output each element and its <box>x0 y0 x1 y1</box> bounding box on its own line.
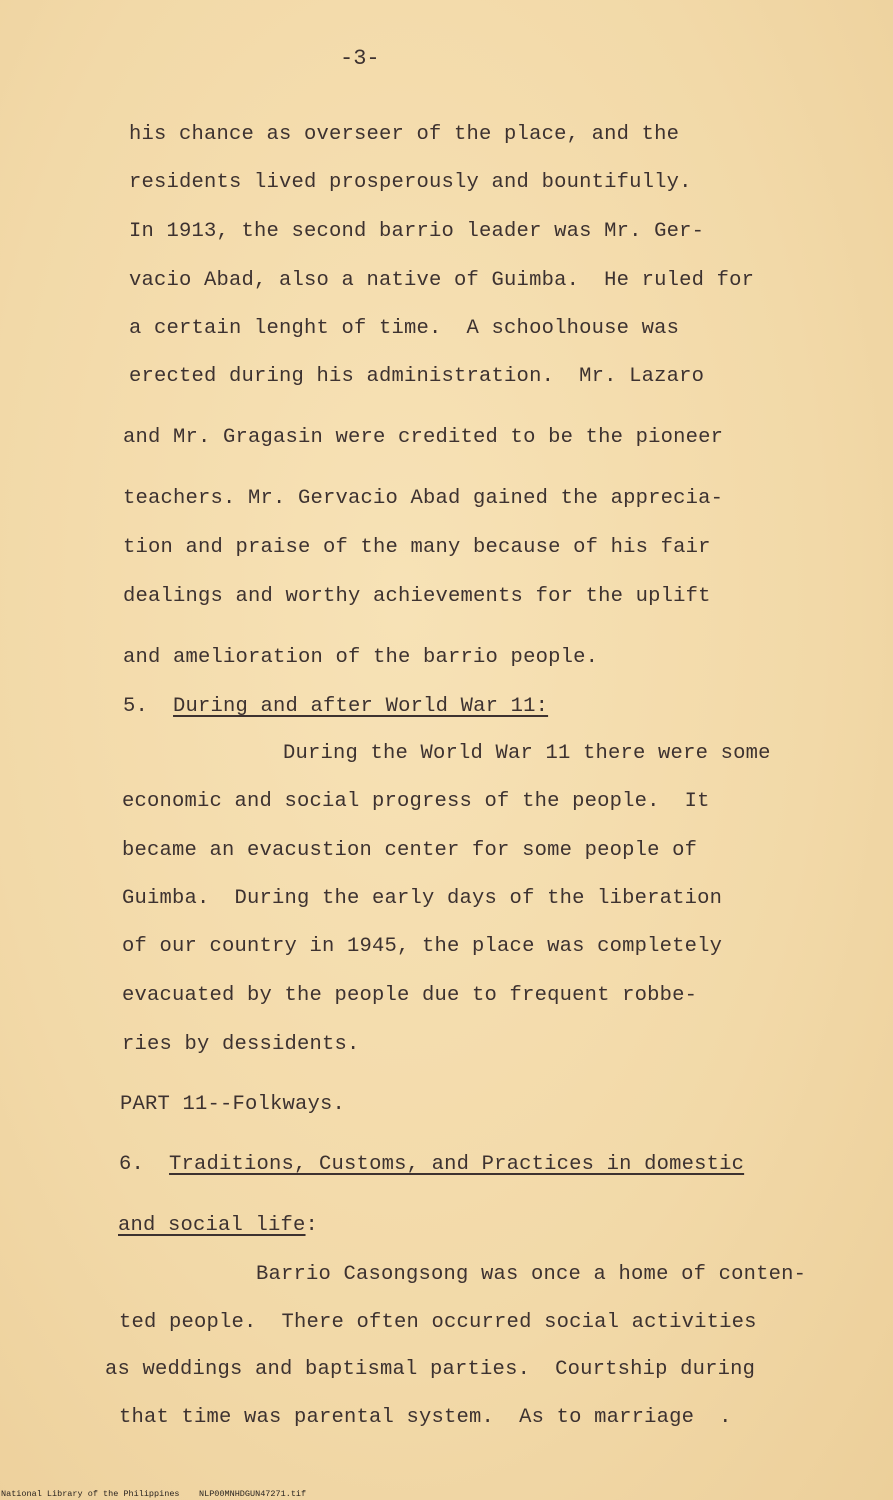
text-line: that time was parental system. As to marriage . <box>119 1406 732 1429</box>
part-heading: PART 11--Folkways. <box>120 1093 346 1116</box>
text-line: In 1913, the second barrio leader was Mr. Ger- <box>129 220 705 243</box>
text-line: ries by dessidents. <box>122 1033 360 1056</box>
text-line: erected during his administration. Mr. Lazaro <box>129 365 705 388</box>
text-line: ted people. There often occurred social activities <box>119 1311 757 1334</box>
text-line: as weddings and baptismal parties. Courtship during <box>105 1358 756 1381</box>
text-line: dealings and worthy achievements for the uplift <box>123 585 711 608</box>
footer-library: National Library of the Philippines <box>1 1489 180 1499</box>
section-title: and social life <box>118 1214 306 1237</box>
text-line: teachers. Mr. Gervacio Abad gained the apprecia- <box>123 487 724 510</box>
section-6-heading <box>119 1152 744 1178</box>
text-line: of our country in 1945, the place was completely <box>122 935 723 958</box>
text-line: vacio Abad, also a native of Guimba. He ruled for <box>129 269 755 292</box>
section-title: Traditions, Customs, and Practices in domestic <box>169 1153 745 1176</box>
section-6-heading-continued <box>118 1213 318 1239</box>
text-line: tion and praise of the many because of his fair <box>123 536 711 559</box>
section-number: 5. <box>123 695 149 718</box>
text-line: Guimba. During the early days of the liberation <box>122 887 723 910</box>
text-line: and Mr. Gragasin were credited to be the pioneer <box>123 426 724 449</box>
text-line: and amelioration of the barrio people. <box>123 646 599 669</box>
section-5-heading <box>123 694 548 720</box>
text-line: residents lived prosperously and bountifully. <box>129 171 692 194</box>
section-number: 6. <box>119 1153 145 1176</box>
section-title-colon: : <box>305 1214 319 1237</box>
text-line: became an evacustion center for some people of <box>122 839 698 862</box>
text-line: Barrio Casongsong was once a home of conten- <box>256 1263 807 1286</box>
text-line: During the World War 11 there were some <box>283 742 771 765</box>
page-number: -3- <box>340 46 380 71</box>
text-line: economic and social progress of the people. It <box>122 790 710 813</box>
text-line: evacuated by the people due to frequent robbe- <box>122 984 698 1007</box>
footer-filename: NLP00MNHDGUN47271.tif <box>199 1489 307 1499</box>
text-line: a certain lenght of time. A schoolhouse was <box>129 317 680 340</box>
section-title: During and after World War 11: <box>173 695 549 718</box>
text-line: his chance as overseer of the place, and the <box>129 123 680 146</box>
